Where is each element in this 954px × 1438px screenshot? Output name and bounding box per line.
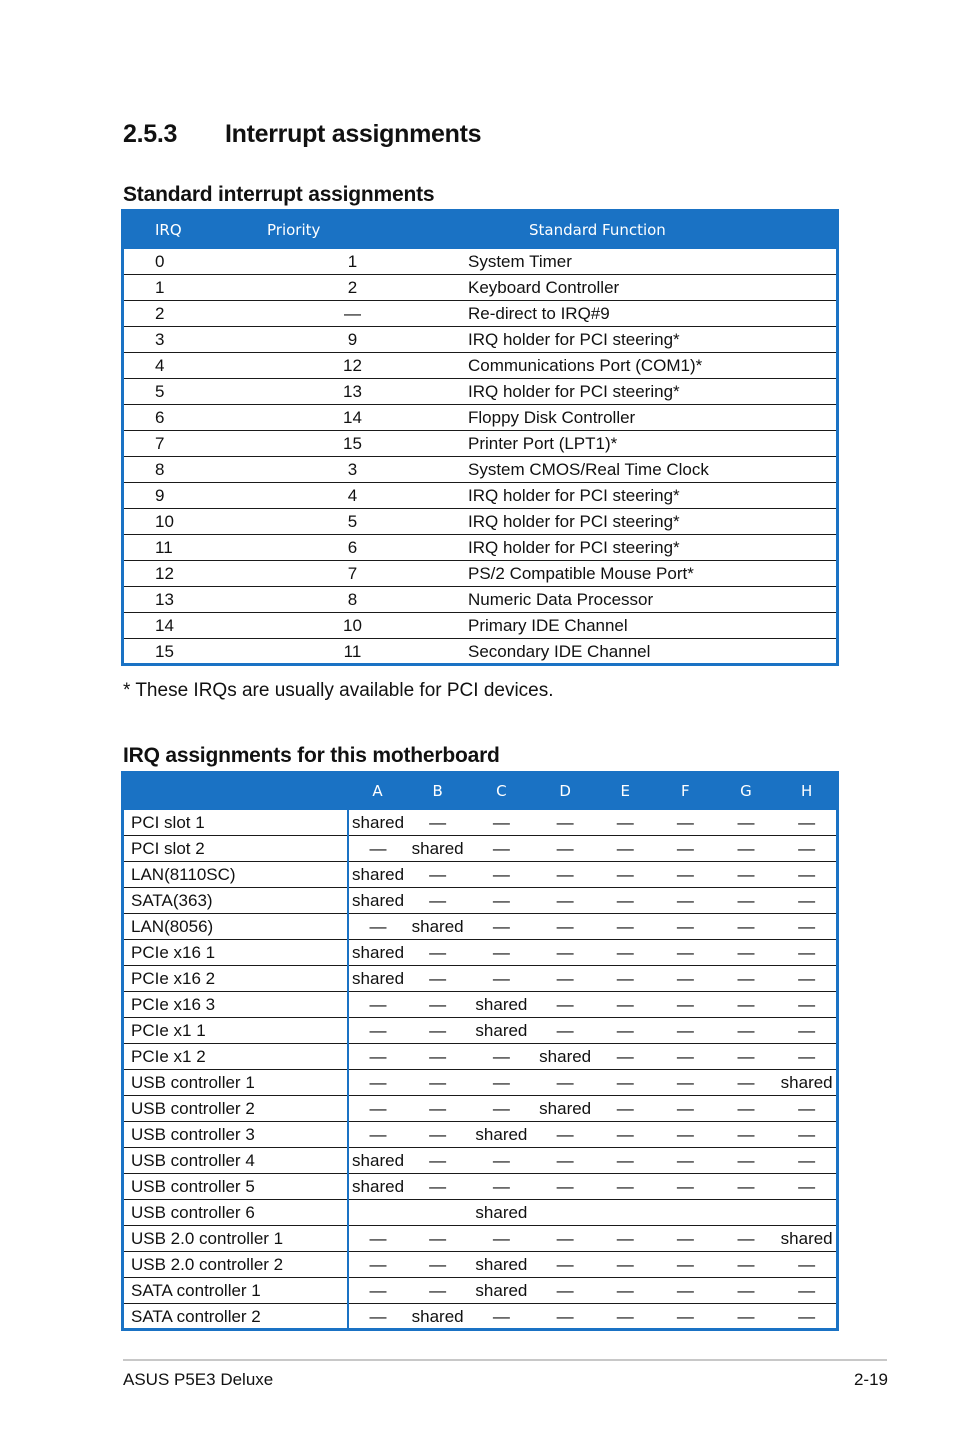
irq-cell: — <box>716 1226 777 1252</box>
table-row <box>123 1148 837 1174</box>
irq-cell: 13 <box>123 587 243 613</box>
irq-cell: — <box>595 1044 655 1070</box>
table-row <box>123 327 837 353</box>
irq-cell: shared <box>407 836 468 862</box>
irq-cell: — <box>407 1044 468 1070</box>
irq-cell: — <box>716 862 777 888</box>
irq-cell: 15 <box>123 639 243 665</box>
irq-cell: 14 <box>123 613 243 639</box>
irq-cell: — <box>655 1044 716 1070</box>
table-row <box>123 888 837 914</box>
irq-cell: shared <box>535 1096 596 1122</box>
irq-cell: — <box>595 1252 655 1278</box>
section-title-text: Interrupt assignments <box>225 120 482 148</box>
table-row <box>123 1122 837 1148</box>
irq-cell: — <box>535 1252 596 1278</box>
irq-cell: — <box>407 862 468 888</box>
irq-cell: — <box>776 1018 837 1044</box>
irq-cell: shared <box>468 1252 535 1278</box>
irq-cell: — <box>595 1278 655 1304</box>
motherboard-irq-table <box>123 773 837 1329</box>
irq-cell: — <box>655 940 716 966</box>
device-cell: USB controller 1 <box>123 1070 348 1096</box>
irq-cell: — <box>407 1278 468 1304</box>
irq-cell: — <box>716 836 777 862</box>
irq-cell: 0 <box>123 249 243 275</box>
irq-cell: — <box>716 810 777 836</box>
function-cell: IRQ holder for PCI steering* <box>462 483 837 509</box>
irq-cell: shared <box>535 1044 596 1070</box>
device-cell: PCI slot 1 <box>123 810 348 836</box>
irq-cell: — <box>655 1252 716 1278</box>
priority-cell: 14 <box>243 405 462 431</box>
irq-cell: — <box>776 1252 837 1278</box>
table-row <box>123 249 837 275</box>
irq-cell: — <box>716 940 777 966</box>
function-cell: Secondary IDE Channel <box>462 639 837 665</box>
irq-cell: — <box>776 1148 837 1174</box>
irq-cell <box>655 1200 716 1226</box>
irq-cell: — <box>655 1018 716 1044</box>
table-row <box>123 509 837 535</box>
function-cell: Numeric Data Processor <box>462 587 837 613</box>
irq-cell: 2 <box>123 301 243 327</box>
table-row <box>123 379 837 405</box>
irq-cell: 4 <box>123 353 243 379</box>
table-row <box>123 613 837 639</box>
irq-cell: — <box>407 940 468 966</box>
priority-cell: 15 <box>243 431 462 457</box>
function-cell: PS/2 Compatible Mouse Port* <box>462 561 837 587</box>
priority-cell: 1 <box>243 249 462 275</box>
column-header: H <box>801 782 813 800</box>
priority-cell: 7 <box>243 561 462 587</box>
irq-cell: — <box>716 1174 777 1200</box>
irq-cell: — <box>535 1148 596 1174</box>
column-header: B <box>432 782 443 800</box>
irq-cell: shared <box>468 1122 535 1148</box>
footer-divider <box>123 1359 887 1361</box>
irq-cell: 7 <box>123 431 243 457</box>
irq-cell: — <box>595 810 655 836</box>
footnote: * These IRQs are usually available for PCI devices. <box>123 680 554 701</box>
irq-cell: — <box>776 836 837 862</box>
irq-cell: — <box>595 836 655 862</box>
motherboard-heading: IRQ assignments for this motherboard <box>123 744 500 767</box>
irq-cell: 6 <box>123 405 243 431</box>
device-cell: USB controller 4 <box>123 1148 348 1174</box>
irq-cell: — <box>776 1044 837 1070</box>
irq-cell: — <box>716 1096 777 1122</box>
irq-cell: — <box>716 914 777 940</box>
irq-cell: — <box>716 1252 777 1278</box>
irq-cell: — <box>468 810 535 836</box>
irq-cell: — <box>716 966 777 992</box>
irq-cell: — <box>655 1122 716 1148</box>
irq-cell: — <box>468 836 535 862</box>
irq-cell: — <box>655 1226 716 1252</box>
column-header: C <box>496 782 507 800</box>
priority-cell: 3 <box>243 457 462 483</box>
table-row <box>123 561 837 587</box>
irq-cell: — <box>595 1122 655 1148</box>
irq-cell: 8 <box>123 457 243 483</box>
table-row <box>123 535 837 561</box>
table-row <box>123 862 837 888</box>
irq-cell: — <box>595 940 655 966</box>
device-cell: PCIe x1 2 <box>123 1044 348 1070</box>
device-cell: SATA(363) <box>123 888 348 914</box>
irq-cell: — <box>655 914 716 940</box>
irq-cell: — <box>535 1018 596 1044</box>
irq-cell: — <box>776 1278 837 1304</box>
column-header: F <box>681 782 690 800</box>
irq-cell: — <box>407 992 468 1018</box>
table-row <box>123 966 837 992</box>
priority-cell: 10 <box>243 613 462 639</box>
irq-cell <box>407 1200 468 1226</box>
irq-cell: — <box>535 992 596 1018</box>
irq-cell: — <box>776 862 837 888</box>
irq-cell: — <box>776 966 837 992</box>
column-header: Standard Function <box>529 221 666 239</box>
irq-cell: — <box>468 940 535 966</box>
irq-cell: shared <box>468 992 535 1018</box>
irq-cell: — <box>655 1070 716 1096</box>
irq-cell: shared <box>776 1070 837 1096</box>
table-row <box>123 914 837 940</box>
irq-cell: — <box>655 1278 716 1304</box>
irq-cell: — <box>535 1174 596 1200</box>
page-number: 2-19 <box>853 1370 888 1389</box>
table-row <box>123 1226 837 1252</box>
function-cell: System Timer <box>462 249 837 275</box>
irq-cell: — <box>776 1304 837 1330</box>
function-cell: Primary IDE Channel <box>462 613 837 639</box>
irq-cell: 5 <box>123 379 243 405</box>
irq-cell: — <box>776 888 837 914</box>
device-cell: USB controller 2 <box>123 1096 348 1122</box>
irq-cell: — <box>776 914 837 940</box>
irq-cell: — <box>655 888 716 914</box>
irq-cell: — <box>535 888 596 914</box>
device-cell: PCIe x1 1 <box>123 1018 348 1044</box>
irq-cell: — <box>348 1122 408 1148</box>
irq-cell: — <box>348 992 408 1018</box>
irq-cell: shared <box>348 1174 408 1200</box>
irq-cell: — <box>535 1304 596 1330</box>
irq-cell: 1 <box>123 275 243 301</box>
irq-cell <box>348 1200 408 1226</box>
irq-cell: — <box>595 862 655 888</box>
irq-cell: — <box>468 1148 535 1174</box>
column-header: IRQ <box>155 221 182 239</box>
irq-cell: — <box>595 1018 655 1044</box>
column-header: G <box>740 782 752 800</box>
table-row <box>123 457 837 483</box>
irq-cell: — <box>595 1096 655 1122</box>
irq-cell: shared <box>348 1148 408 1174</box>
irq-cell: 12 <box>123 561 243 587</box>
irq-cell: — <box>348 836 408 862</box>
irq-cell: — <box>535 862 596 888</box>
device-cell: PCI slot 2 <box>123 836 348 862</box>
irq-cell: — <box>348 1278 408 1304</box>
irq-cell: — <box>348 1252 408 1278</box>
irq-cell: — <box>535 810 596 836</box>
irq-cell: shared <box>468 1278 535 1304</box>
priority-cell: 4 <box>243 483 462 509</box>
device-cell: USB controller 5 <box>123 1174 348 1200</box>
device-cell: SATA controller 2 <box>123 1304 348 1330</box>
device-cell: LAN(8110SC) <box>123 862 348 888</box>
column-header <box>123 773 348 810</box>
priority-cell: 6 <box>243 535 462 561</box>
irq-cell: — <box>348 1096 408 1122</box>
irq-cell: — <box>468 1304 535 1330</box>
irq-cell: — <box>595 992 655 1018</box>
irq-cell: shared <box>348 810 408 836</box>
irq-cell: — <box>716 992 777 1018</box>
irq-cell: — <box>716 888 777 914</box>
irq-cell: — <box>407 966 468 992</box>
irq-cell: — <box>655 992 716 1018</box>
irq-cell: — <box>468 1174 535 1200</box>
irq-cell: — <box>407 1070 468 1096</box>
irq-cell: — <box>595 888 655 914</box>
function-cell: IRQ holder for PCI steering* <box>462 509 837 535</box>
irq-cell: — <box>595 1304 655 1330</box>
irq-cell: — <box>348 1070 408 1096</box>
irq-cell: — <box>716 1122 777 1148</box>
device-cell: USB controller 6 <box>123 1200 348 1226</box>
irq-cell: — <box>407 1148 468 1174</box>
irq-cell: — <box>716 1278 777 1304</box>
table-row <box>123 1070 837 1096</box>
irq-cell <box>776 1200 837 1226</box>
irq-cell: shared <box>776 1226 837 1252</box>
device-cell: PCIe x16 2 <box>123 966 348 992</box>
irq-cell: — <box>595 966 655 992</box>
device-cell: USB 2.0 controller 1 <box>123 1226 348 1252</box>
irq-cell: shared <box>468 1018 535 1044</box>
table-row <box>123 1200 837 1226</box>
irq-cell: — <box>407 810 468 836</box>
irq-cell: — <box>468 888 535 914</box>
table-row <box>123 940 837 966</box>
standard-irq-table <box>123 211 837 664</box>
irq-cell: — <box>655 1174 716 1200</box>
table-row <box>123 992 837 1018</box>
irq-cell: — <box>348 1304 408 1330</box>
irq-cell: — <box>595 1174 655 1200</box>
table-row <box>123 1252 837 1278</box>
device-cell: PCIe x16 3 <box>123 992 348 1018</box>
table-header-row <box>123 211 837 249</box>
irq-cell: shared <box>348 940 408 966</box>
irq-cell: — <box>407 1018 468 1044</box>
irq-cell: — <box>655 1304 716 1330</box>
irq-cell: — <box>468 1226 535 1252</box>
table-row <box>123 1174 837 1200</box>
irq-cell: — <box>348 914 408 940</box>
irq-cell: — <box>655 810 716 836</box>
function-cell: Keyboard Controller <box>462 275 837 301</box>
function-cell: IRQ holder for PCI steering* <box>462 327 837 353</box>
irq-cell: — <box>655 1096 716 1122</box>
table-row <box>123 301 837 327</box>
irq-cell: — <box>407 1174 468 1200</box>
priority-cell: 11 <box>243 639 462 665</box>
irq-cell: — <box>655 836 716 862</box>
table-row <box>123 275 837 301</box>
column-header: Priority <box>267 221 321 239</box>
irq-cell: — <box>595 914 655 940</box>
irq-cell: 10 <box>123 509 243 535</box>
irq-cell: — <box>655 966 716 992</box>
irq-cell: — <box>535 1226 596 1252</box>
device-cell: SATA controller 1 <box>123 1278 348 1304</box>
table-row <box>123 405 837 431</box>
priority-cell: 13 <box>243 379 462 405</box>
irq-cell: — <box>776 1174 837 1200</box>
irq-cell: 9 <box>123 483 243 509</box>
irq-cell: shared <box>348 888 408 914</box>
irq-cell: — <box>407 888 468 914</box>
priority-cell: 8 <box>243 587 462 613</box>
irq-cell: — <box>348 1044 408 1070</box>
device-cell: LAN(8056) <box>123 914 348 940</box>
function-cell: IRQ holder for PCI steering* <box>462 535 837 561</box>
irq-cell: — <box>407 1122 468 1148</box>
function-cell: IRQ holder for PCI steering* <box>462 379 837 405</box>
irq-cell: — <box>716 1018 777 1044</box>
function-cell: Printer Port (LPT1)* <box>462 431 837 457</box>
irq-cell: — <box>655 1148 716 1174</box>
table-row <box>123 587 837 613</box>
irq-cell: — <box>407 1226 468 1252</box>
irq-cell <box>595 1200 655 1226</box>
irq-cell: shared <box>348 862 408 888</box>
irq-cell: shared <box>348 966 408 992</box>
function-cell: Communications Port (COM1)* <box>462 353 837 379</box>
section-title <box>123 120 481 149</box>
table-row <box>123 639 837 665</box>
function-cell: Re-direct to IRQ#9 <box>462 301 837 327</box>
function-cell: System CMOS/Real Time Clock <box>462 457 837 483</box>
irq-cell: — <box>595 1148 655 1174</box>
priority-cell: — <box>243 301 462 327</box>
standard-heading: Standard interrupt assignments <box>123 183 435 206</box>
irq-cell: — <box>535 914 596 940</box>
irq-cell: — <box>468 1070 535 1096</box>
irq-cell <box>535 1200 596 1226</box>
table-row <box>123 1018 837 1044</box>
irq-cell: — <box>468 914 535 940</box>
irq-cell: — <box>407 1096 468 1122</box>
irq-cell: — <box>716 1148 777 1174</box>
table-header-row <box>123 773 837 810</box>
table-row <box>123 1044 837 1070</box>
irq-cell: — <box>595 1226 655 1252</box>
priority-cell: 2 <box>243 275 462 301</box>
irq-cell: — <box>535 966 596 992</box>
irq-cell: — <box>468 1044 535 1070</box>
irq-cell: shared <box>407 914 468 940</box>
irq-cell: 11 <box>123 535 243 561</box>
table-row <box>123 836 837 862</box>
irq-cell: — <box>776 1096 837 1122</box>
column-header: A <box>372 782 383 800</box>
irq-cell: — <box>407 1252 468 1278</box>
priority-cell: 12 <box>243 353 462 379</box>
irq-cell: — <box>535 1122 596 1148</box>
device-cell: USB controller 3 <box>123 1122 348 1148</box>
irq-cell: — <box>655 862 716 888</box>
section-number: 2.5.3 <box>123 120 178 148</box>
irq-cell: — <box>468 966 535 992</box>
irq-cell: shared <box>468 1200 535 1226</box>
irq-cell: — <box>348 1226 408 1252</box>
table-row <box>123 431 837 457</box>
table-row <box>123 1096 837 1122</box>
irq-cell: 3 <box>123 327 243 353</box>
irq-cell: — <box>348 1018 408 1044</box>
function-cell: Floppy Disk Controller <box>462 405 837 431</box>
irq-cell: — <box>535 836 596 862</box>
irq-cell <box>716 1200 777 1226</box>
device-cell: PCIe x16 1 <box>123 940 348 966</box>
irq-cell: — <box>468 1096 535 1122</box>
irq-cell: — <box>535 1070 596 1096</box>
irq-cell: — <box>716 1304 777 1330</box>
table-row <box>123 810 837 836</box>
irq-cell: — <box>776 810 837 836</box>
irq-cell: — <box>535 1278 596 1304</box>
footer-product: ASUS P5E3 Deluxe <box>123 1370 274 1389</box>
irq-cell: — <box>595 1070 655 1096</box>
table-row <box>123 483 837 509</box>
irq-cell: — <box>776 992 837 1018</box>
irq-cell: — <box>535 940 596 966</box>
irq-cell: — <box>776 1122 837 1148</box>
table-row <box>123 1304 837 1330</box>
irq-cell: — <box>468 862 535 888</box>
irq-cell: — <box>776 940 837 966</box>
priority-cell: 9 <box>243 327 462 353</box>
column-header: D <box>559 782 571 800</box>
table-row <box>123 353 837 379</box>
irq-cell: — <box>716 1044 777 1070</box>
device-cell: USB 2.0 controller 2 <box>123 1252 348 1278</box>
column-header: E <box>620 782 630 800</box>
priority-cell: 5 <box>243 509 462 535</box>
table-row <box>123 1278 837 1304</box>
irq-cell: shared <box>407 1304 468 1330</box>
irq-cell: — <box>716 1070 777 1096</box>
